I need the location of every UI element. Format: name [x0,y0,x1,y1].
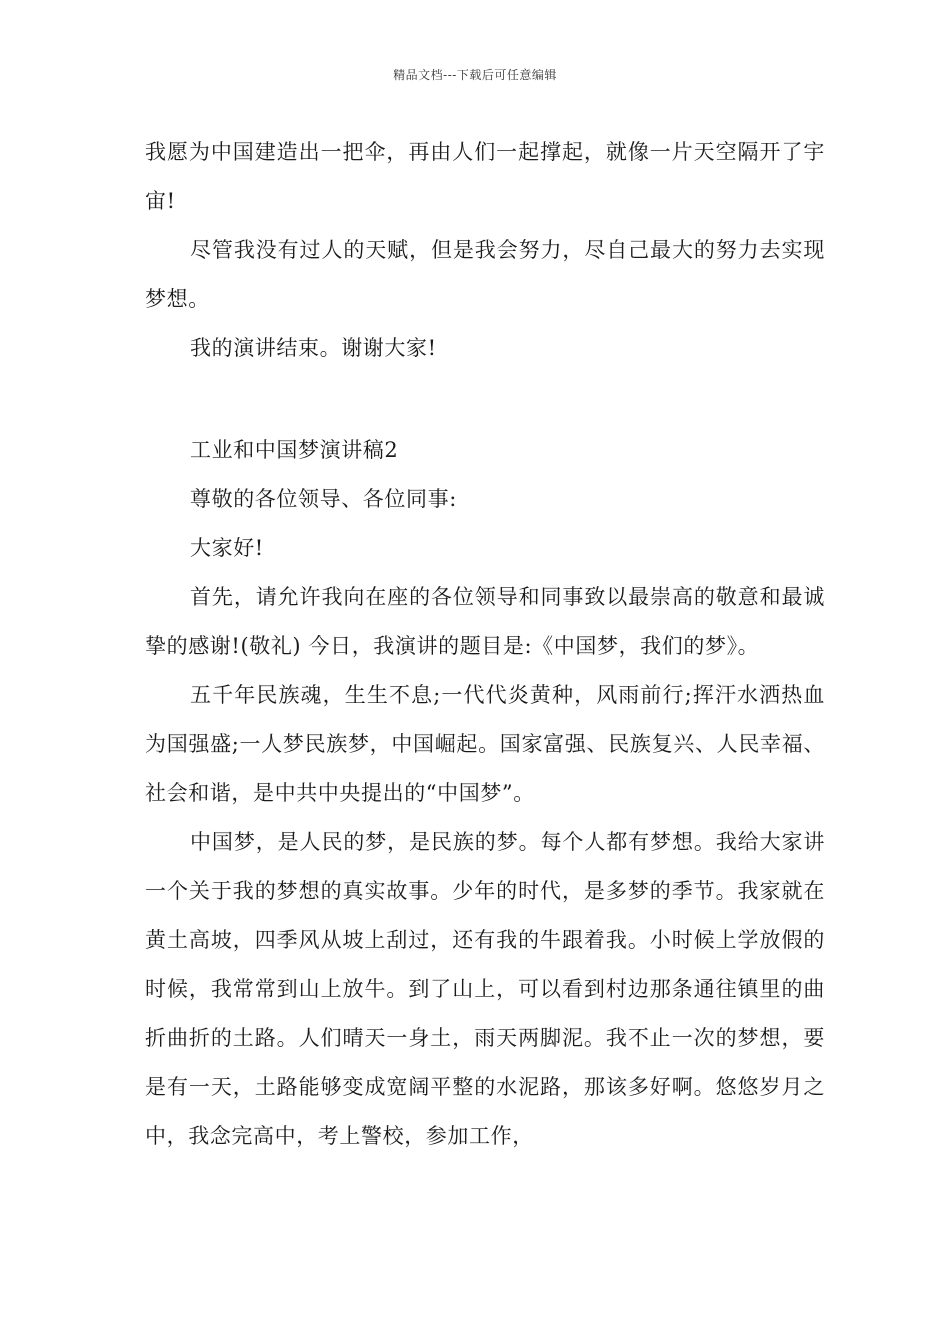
paragraph-greeting: 大家好! [190,536,264,560]
paragraph-salutation: 尊敬的各位领导、各位同事: [190,487,457,511]
paragraph-story: 中国梦，是人民的梦，是民族的梦。每个人都有梦想。我给大家讲一个关于我的梦想的真实故事。少年的时代，是多梦的季节。我家就在黄土高坡，四季风从坡上刮过，还有我的牛跟着我。小时候上学放假的时候，我常常到山上放牛。到了山上，可以看到村边那条通往镇里的曲折曲折的土路。人们晴天一身土，雨天两脚泥。我不止一次的梦想，要是有一天，土路能够变成宽阔平整的水泥路，那该多好啊。悠悠岁月之中，我念完高中，考上警校，参加工作， [145,830,825,1148]
paragraph-history: 五千年民族魂，生生不息;一代代炎黄种，风雨前行;挥汗水洒热血为国强盛;一人梦民族梦，中国崛起。国家富强、民族复兴、人民幸福、社会和谐，是中共中央提出的“中国梦”。 [145,683,825,805]
section-title: 工业和中国梦演讲稿2 [190,438,399,462]
paragraph-closing: 我的演讲结束。谢谢大家! [190,336,437,360]
body-text-speech-2 [145,426,825,1161]
body-text-top [145,128,825,373]
paragraph-effort: 尽管我没有过人的天赋，但是我会努力，尽自己最大的努力去实现梦想。 [145,238,825,311]
paragraph-umbrella: 我愿为中国建造出一把伞，再由人们一起撑起，就像一片天空隔开了宇宙! [145,140,825,213]
paragraph-intro: 首先，请允许我向在座的各位领导和同事致以最崇高的敬意和最诚挚的感谢!(敬礼) 今日，我演讲的题目是:《中国梦，我们的梦》。 [145,585,825,658]
page-header: 精品文档---下载后可任意编辑 [393,68,557,82]
